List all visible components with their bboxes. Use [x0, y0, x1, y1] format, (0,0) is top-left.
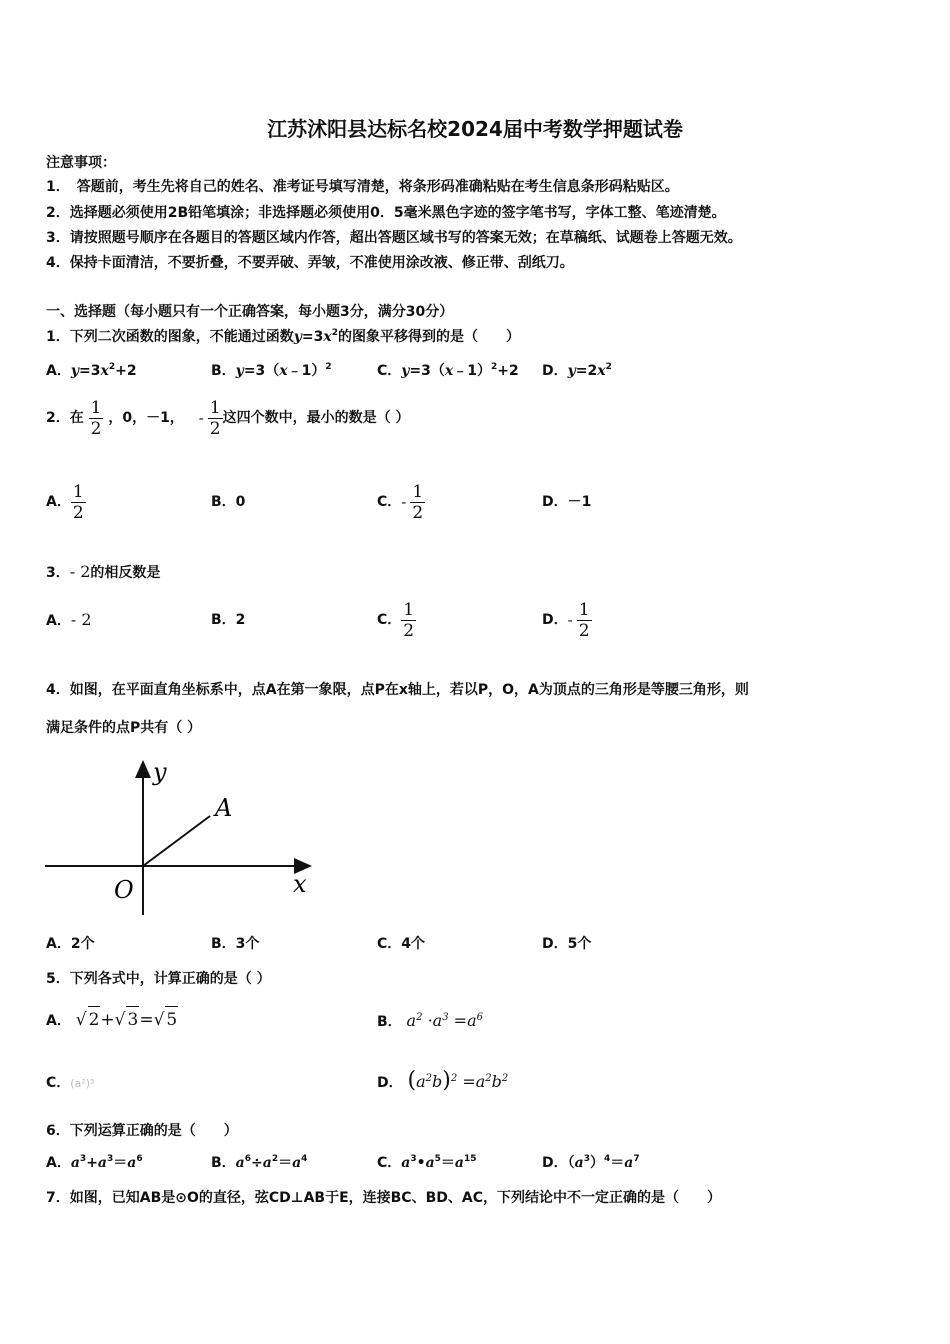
y-axis-label: y	[153, 758, 167, 786]
fraction-neg-half: $\frac{1}{2}$	[209, 397, 221, 439]
q3-option-c[interactable]: C． $\frac{1}{2}$	[377, 599, 415, 641]
q2-option-c[interactable]: C．- $\frac{1}{2}$	[377, 481, 424, 523]
q4-option-d[interactable]: D．5个	[542, 936, 592, 952]
q5-option-b[interactable]: B． $a^2 \cdot a^3 =a^6$	[377, 1011, 483, 1030]
q4-option-b[interactable]: B．3个	[211, 936, 260, 952]
q1-option-d[interactable]: D．$y=2x^2$	[542, 362, 612, 379]
q3-option-a[interactable]: A．- 2	[46, 610, 92, 629]
page-title: 江苏沭阳县达标名校2024届中考数学押题试卷	[267, 117, 683, 141]
question-1-stem: 1．下列二次函数的图象，不能通过函数$y=3x^2$的图象平移得到的是（ ）	[46, 328, 520, 345]
note-4: 4．保持卡面清洁，不要折叠，不要弄破、弄皱，不准使用涂改液、修正带、刮纸刀。	[46, 255, 574, 271]
x-axis-label: x	[293, 870, 307, 898]
fraction-half: $\frac{1}{2}$	[90, 397, 102, 439]
faded-formula-image: (a²)³	[70, 1077, 95, 1090]
question-7-stem: 7．如图，已知AB是⊙O的直径，弦CD⊥AB于E，连接BC、BD、AC，下列结论中不一定正确的是（ ）	[46, 1190, 721, 1206]
section-heading: 一、选择题（每小题只有一个正确答案，每小题3分，满分30分）	[46, 304, 454, 320]
q1-option-c[interactable]: C．y=3（x﹣1）$^2$+2	[377, 362, 519, 379]
q6-option-a[interactable]: A．$a^3+a^3=a^6$	[46, 1154, 143, 1171]
notes-heading: 注意事项：	[46, 155, 116, 171]
question-3-stem: 3．- 2的相反数是	[46, 562, 161, 581]
q3-option-d[interactable]: D．- $\frac{1}{2}$	[542, 599, 590, 641]
question-4-line1: 4．如图，在平面直角坐标系中，点A在第一象限，点P在x轴上，若以P，O，A为顶点的三角形是等腰三角形，则	[46, 682, 749, 698]
coordinate-figure	[40, 750, 330, 925]
q6-option-d[interactable]: D．$(a^3)^4=a^7$	[542, 1154, 640, 1171]
q2-option-d[interactable]: D．－1	[542, 494, 592, 510]
q3-option-b[interactable]: B．2	[211, 612, 246, 628]
note-2: 2．选择题必须使用2B铅笔填涂；非选择题必须使用0．5毫米黑色字迹的签字笔书写，字体工整、笔迹清楚。	[46, 205, 726, 221]
q1-option-a[interactable]: A．$y=3x^2+2$	[46, 362, 137, 379]
note-1: 1． 答题前，考生先将自己的姓名、准考证号填写清楚，将条形码准确粘贴在考生信息条形码粘贴区。	[46, 179, 679, 195]
segment-oa	[143, 816, 210, 866]
q5-option-a[interactable]: A． √ 2+√ 3=√ 5	[46, 1006, 178, 1034]
question-2-stem: 2．在 $\frac{1}{2}$ ，0，－1， - $\frac{1}{2}$ 这四个数中，最小的数是（ ）	[46, 397, 410, 439]
q2-option-a[interactable]: A． $\frac{1}{2}$	[46, 481, 84, 523]
q6-option-c[interactable]: C．$a^3•a^5=a^{15}$	[377, 1154, 477, 1171]
q4-option-c[interactable]: C．4个	[377, 936, 426, 952]
q4-option-a[interactable]: A．2个	[46, 936, 95, 952]
origin-label: O	[114, 876, 134, 904]
q1-option-b[interactable]: B．y=3（x﹣1）$^2$	[211, 362, 332, 379]
note-3: 3．请按照题号顺序在各题目的答题区域内作答，超出答题区域书写的答案无效；在草稿纸、试题卷上答题无效。	[46, 230, 742, 246]
question-6-stem: 6．下列运算正确的是（ ）	[46, 1123, 238, 1139]
question-5-stem: 5．下列各式中，计算正确的是（ ）	[46, 971, 271, 987]
question-4-line2: 满足条件的点P共有（ ）	[46, 720, 202, 736]
q5-option-d[interactable]: D． $(a^2b)^2 =a^2b^2$	[377, 1068, 509, 1093]
q2-option-b[interactable]: B．0	[211, 494, 246, 510]
point-a-label: A	[215, 794, 233, 822]
q5-option-c[interactable]: C．(a²)³	[46, 1075, 95, 1091]
q6-option-b[interactable]: B．$a^6\div a^2=a^4$	[211, 1154, 308, 1171]
